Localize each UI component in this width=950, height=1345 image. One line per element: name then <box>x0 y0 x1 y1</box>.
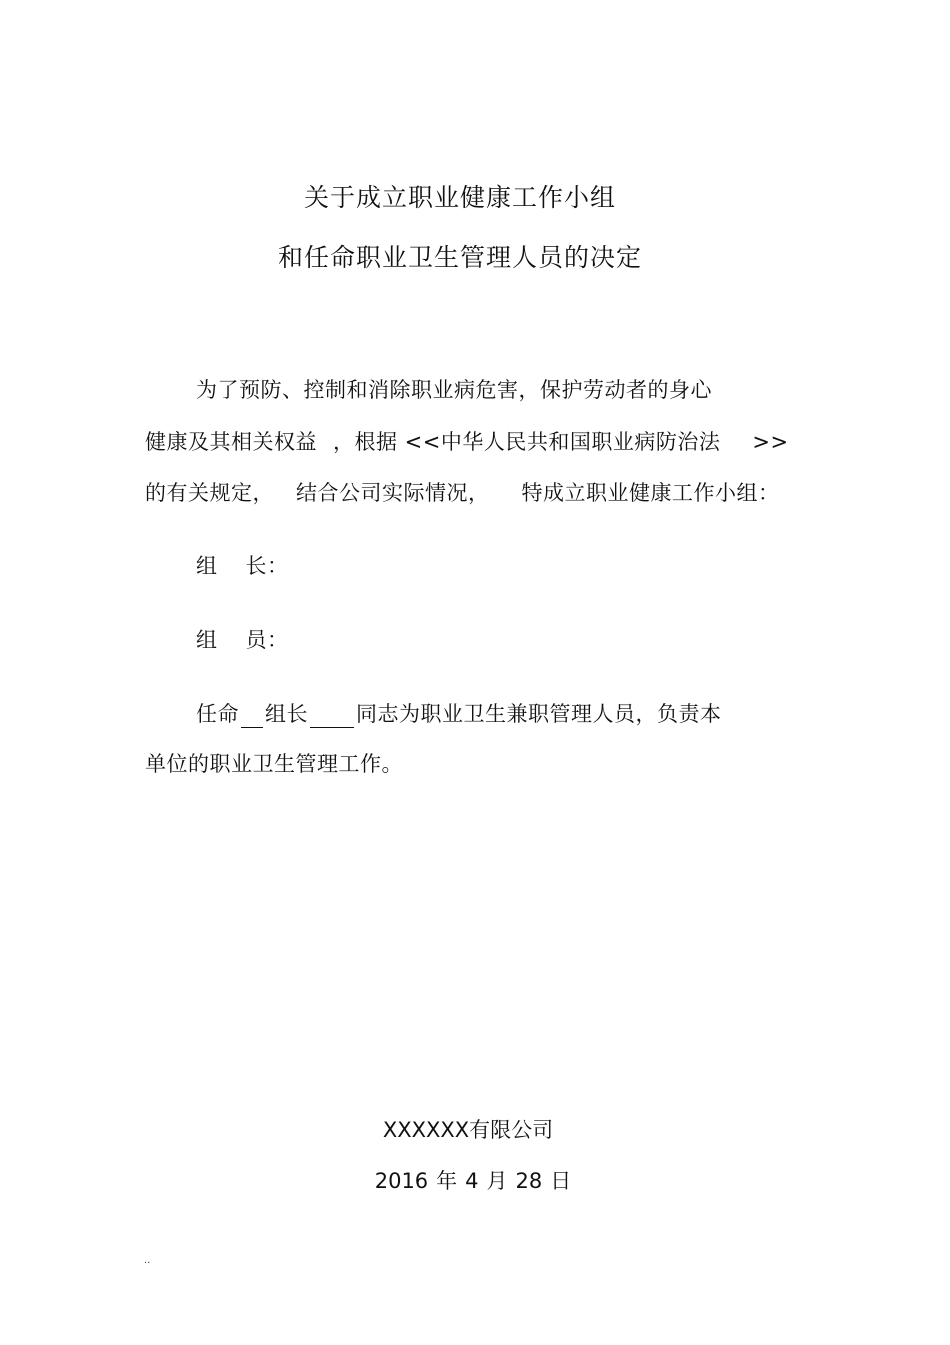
paragraph-1-line-2-part-a: 健康及其相关权益 <box>145 430 317 454</box>
paragraph-1-line-3 <box>145 477 780 507</box>
paragraph-2-line-2: 单位的职业卫生管理工作。 <box>145 752 403 776</box>
company-name: XXXXXX有限公司 <box>382 1118 554 1142</box>
date-day: 28 <box>515 1169 543 1193</box>
group-member-label <box>196 624 289 654</box>
document-date <box>0 1165 946 1195</box>
group-leader-label <box>196 550 289 580</box>
date-year: 2016 <box>374 1169 429 1193</box>
footer-dots: .. <box>144 1255 151 1266</box>
group-member-label-char-1: 组 <box>196 628 218 652</box>
paragraph-1-line-2-part-b: ，根据 <<中华人民共和国职业病防治法 <box>333 430 721 454</box>
date-day-unit: 日 <box>550 1169 572 1193</box>
group-leader-label-char-2: 长： <box>245 554 289 578</box>
date-year-unit: 年 <box>436 1169 458 1193</box>
group-member-label-char-2: 员： <box>245 628 289 652</box>
paragraph-1-line-2 <box>145 426 789 456</box>
paragraph-2-line-1-part-b: 组长 <box>265 702 308 726</box>
paragraph-1-line-3-part-b: 结合公司实际情况， <box>296 481 490 505</box>
fill-in-blank-1 <box>241 707 263 728</box>
paragraph-1-line-3-part-c: 特成立职业健康工作小组： <box>521 481 780 505</box>
paragraph-1-line-1: 为了预防、控制和消除职业病危害，保护劳动者的身心 <box>196 378 712 402</box>
paragraph-1-line-3-part-a: 的有关规定， <box>145 481 274 505</box>
date-month: 4 <box>465 1169 479 1193</box>
date-month-unit: 月 <box>486 1169 508 1193</box>
fill-in-blank-2 <box>310 707 354 728</box>
paragraph-2-line-1-part-c: 同志为职业卫生兼职管理人员，负责本 <box>356 702 722 726</box>
paragraph-2-line-1-part-a: 任命 <box>196 702 239 726</box>
paragraph-1-line-2-part-c: >> <box>752 430 789 454</box>
group-leader-label-char-1: 组 <box>196 554 218 578</box>
paragraph-2-line-1 <box>196 698 722 728</box>
document-title-line-1: 关于成立职业健康工作小组 <box>303 183 616 212</box>
document-title-line-2: 和任命职业卫生管理人员的决定 <box>277 243 642 272</box>
